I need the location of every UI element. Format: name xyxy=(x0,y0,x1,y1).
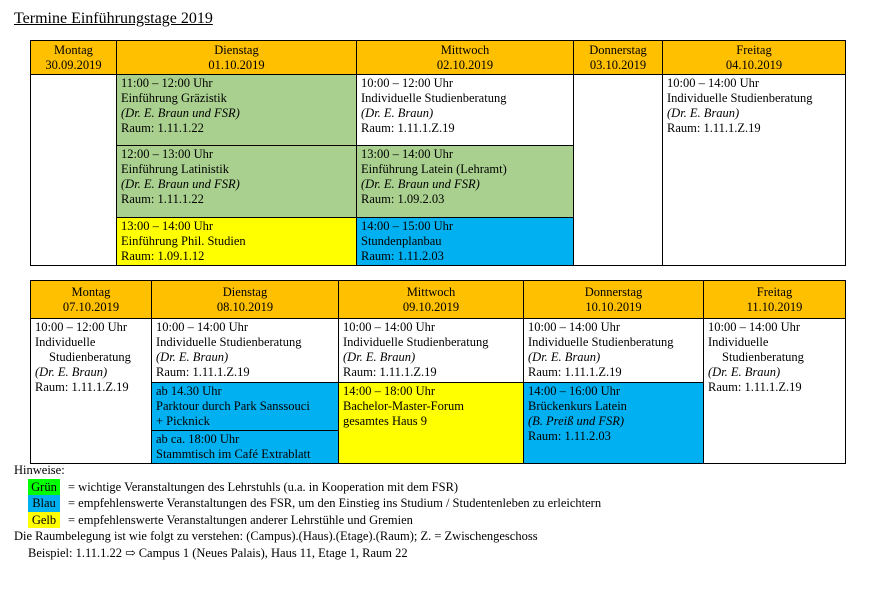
legend-swatch-green: Grün xyxy=(28,479,60,496)
week1-header-thursday: Donnerstag 03.10.2019 xyxy=(574,41,663,75)
event-cell: 10:00 – 12:00 Uhr Individuelle Studienberatung (Dr. E. Braun) Raum: 1.11.1.Z.19 xyxy=(31,319,152,464)
room-example xyxy=(14,545,601,562)
event-cell: 10:00 – 12:00 Uhr Individuelle Studienberatung (Dr. E. Braun) Raum: 1.11.1.Z.19 xyxy=(357,75,574,146)
document-title: Termine Einführungstage 2019 xyxy=(14,10,213,27)
week1-schedule-table xyxy=(30,40,846,266)
week1-thursday-empty xyxy=(574,75,663,266)
legend-text: = wichtige Veranstaltungen des Lehrstuhls (u.a. in Kooperation mit dem FSR) xyxy=(68,479,459,494)
event-cell: 10:00 – 14:00 Uhr Individuelle Studienberatung (Dr. E. Braun) Raum: 1.11.1.Z.19 xyxy=(524,319,704,383)
example-text: Campus 1 (Neues Palais), Haus 11, Etage 1, Raum 22 xyxy=(138,545,408,560)
example-label: Beispiel: 1.11.1.22 xyxy=(28,545,122,560)
week1-monday-empty xyxy=(31,75,117,266)
event-cell: 12:00 – 13:00 Uhr Einführung Latinistik (Dr. E. Braun und FSR) Raum: 1.11.1.22 xyxy=(117,146,357,218)
event-cell: 13:00 – 14:00 Uhr Einführung Phil. Studien Raum: 1.09.1.12 xyxy=(117,218,357,266)
event-cell: 11:00 – 12:00 Uhr Einführung Gräzistik (Dr. E. Braun und FSR) Raum: 1.11.1.22 xyxy=(117,75,357,146)
week1-header-wednesday: Mittwoch 02.10.2019 xyxy=(357,41,574,75)
event-cell: 10:00 – 14:00 Uhr Individuelle Studienberatung (Dr. E. Braun) Raum: 1.11.1.Z.19 xyxy=(663,75,846,266)
notes-section xyxy=(14,462,601,562)
legend-green xyxy=(14,479,601,496)
event-cell: 10:00 – 14:00 Uhr Individuelle Studienberatung (Dr. E. Braun) Raum: 1.11.1.Z.19 xyxy=(704,319,846,464)
legend-swatch-yellow: Gelb xyxy=(28,512,60,529)
event-cell: ab 14.30 Uhr Parktour durch Park Sanssouci + Picknick xyxy=(152,383,339,431)
event-cell: 14:00 – 15:00 Uhr Stundenplanbau Raum: 1.11.2.03 xyxy=(357,218,574,266)
event-cell: ab ca. 18:00 Uhr Stammtisch im Café Extrablatt xyxy=(152,431,339,464)
week1-header-monday: Montag 30.09.2019 xyxy=(31,41,117,75)
legend-swatch-blue: Blau xyxy=(28,495,60,512)
event-cell: 14:00 – 18:00 Uhr Bachelor-Master-Forum gesamtes Haus 9 xyxy=(339,383,524,464)
week1-header-friday: Freitag 04.10.2019 xyxy=(663,41,846,75)
week2-header-wednesday: Mittwoch 09.10.2019 xyxy=(339,281,524,319)
event-cell: 14:00 – 16:00 Uhr Brückenkurs Latein (B. Preiß und FSR) Raum: 1.11.2.03 xyxy=(524,383,704,464)
week2-header-monday: Montag 07.10.2019 xyxy=(31,281,152,319)
legend-text: = empfehlenswerte Veranstaltungen des FSR, um den Einstieg ins Studium / Studentenleben zu erleichtern xyxy=(68,496,602,511)
event-cell: 10:00 – 14:00 Uhr Individuelle Studienberatung (Dr. E. Braun) Raum: 1.11.1.Z.19 xyxy=(339,319,524,383)
room-explanation: Die Raumbelegung ist wie folgt zu verstehen: (Campus).(Haus).(Etage).(Raum); Z. = Zwischengeschoss xyxy=(14,529,538,544)
event-cell: 10:00 – 14:00 Uhr Individuelle Studienberatung (Dr. E. Braun) Raum: 1.11.1.Z.19 xyxy=(152,319,339,383)
week2-header-row xyxy=(31,281,846,319)
week2-header-tuesday: Dienstag 08.10.2019 xyxy=(152,281,339,319)
legend-text: = empfehlenswerte Veranstaltungen anderer Lehrstühle und Gremien xyxy=(68,512,413,527)
notes-heading: Hinweise: xyxy=(14,463,65,477)
week2-schedule-table xyxy=(30,280,846,464)
week1-header-tuesday: Dienstag 01.10.2019 xyxy=(117,41,357,75)
week2-header-friday: Freitag 11.10.2019 xyxy=(704,281,846,319)
week2-header-thursday: Donnerstag 10.10.2019 xyxy=(524,281,704,319)
week1-header-row xyxy=(31,41,846,75)
event-cell: 13:00 – 14:00 Uhr Einführung Latein (Lehramt) (Dr. E. Braun und FSR) Raum: 1.09.2.03 xyxy=(357,146,574,218)
legend-yellow xyxy=(14,512,601,529)
right-arrow-icon: ⇨ xyxy=(125,545,136,560)
legend-blue xyxy=(14,495,601,512)
